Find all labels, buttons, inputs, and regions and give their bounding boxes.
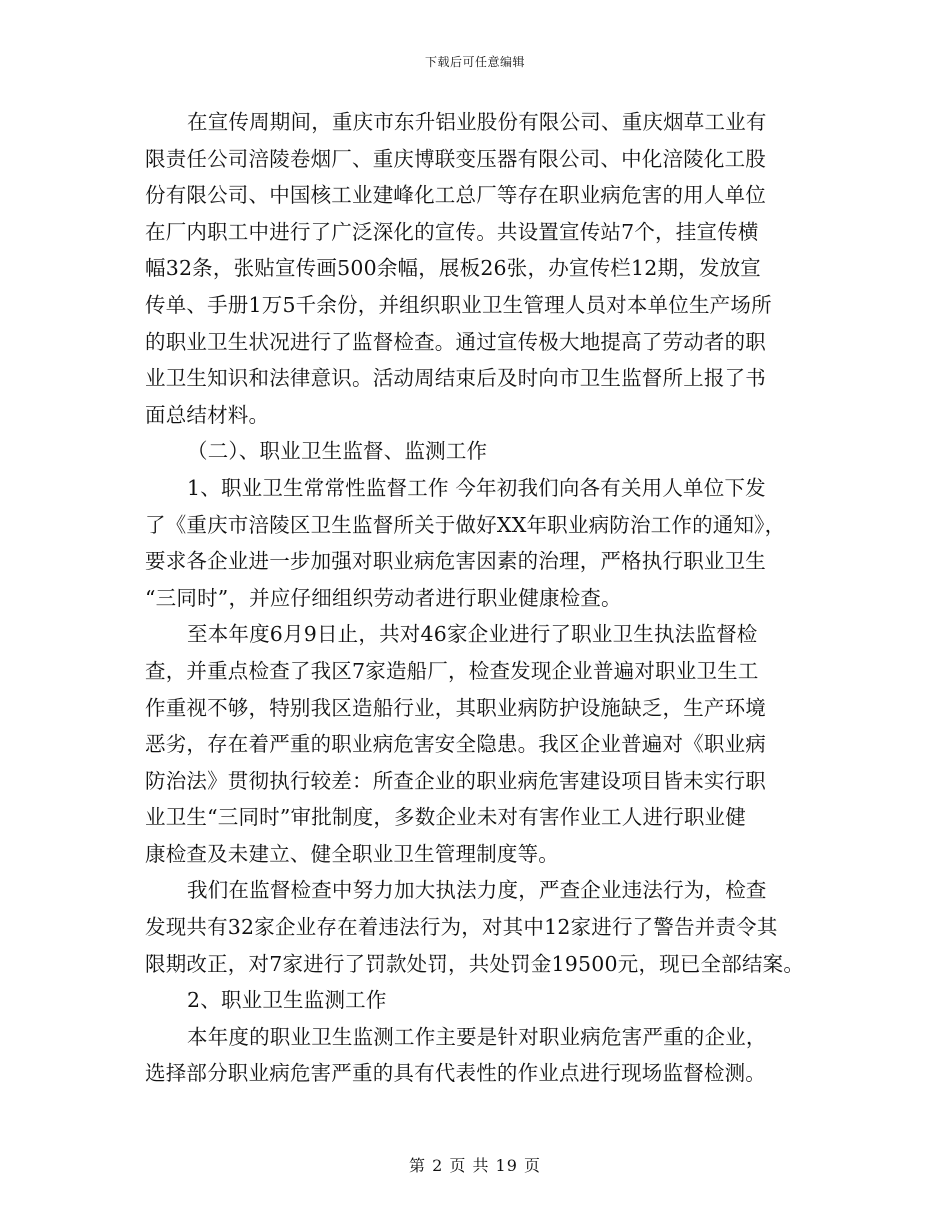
text-line: 份有限公司、中国核工业建峰化工总厂等存在职业病危害的用人单位 (145, 183, 766, 208)
text-line: 2、职业卫生监测工作 (187, 988, 387, 1013)
page-footer: 第 2 页 共 19 页 (409, 1156, 541, 1175)
text-line: 作重视不够，特别我区造船行业，其职业病防护设施缺乏，生产环境 (145, 695, 766, 720)
text-line: （二）、职业卫生监督、监测工作 (187, 439, 488, 464)
text-line: 了《重庆市涪陵区卫生监督所关于做好XX年职业病防治工作的通知》， (145, 512, 786, 537)
text-line: 幅32条，张贴宣传画500余幅，展板26张，办宣传栏12期，发放宣 (145, 256, 761, 281)
text-line: 在宣传周期间，重庆市东升铝业股份有限公司、重庆烟草工业有 (187, 110, 767, 134)
text-line: 防治法》贯彻执行较差：所查企业的职业病危害建设项目皆未实行职 (145, 768, 766, 793)
text-line: 在厂内职工中进行了广泛深化的宣传。共设置宣传站7个，挂宣传横 (145, 219, 759, 244)
text-line: 至本年度6月9日止，共对46家企业进行了职业卫生执法监督检 (187, 622, 758, 647)
text-line: 限责任公司涪陵卷烟厂、重庆博联变压器有限公司、中化涪陵化工股 (145, 146, 766, 171)
text-line: 的职业卫生状况进行了监督检查。通过宣传极大地提高了劳动者的职 (145, 329, 766, 354)
text-line: 限期改正，对7家进行了罚款处罚，共处罚金19500元，现已全部结案。 (145, 951, 805, 976)
text-line: 本年度的职业卫生监测工作主要是针对职业病危害严重的企业， (187, 1024, 767, 1049)
document-body (145, 104, 825, 1092)
text-line: 面总结材料。 (145, 402, 270, 427)
text-line: 发现共有32家企业存在着违法行为，对其中12家进行了警告并责令其 (145, 915, 778, 940)
text-line: 康检查及未建立、健全职业卫生管理制度等。 (145, 841, 559, 866)
text-line: 我们在监督检查中努力加大执法力度，严查企业违法行为，检查 (187, 878, 767, 903)
text-line: 要求各企业进一步加强对职业病危害因素的治理，严格执行职业卫生 (145, 549, 766, 574)
text-line: 查，并重点检查了我区7家造船厂，检查发现企业普遍对职业卫生工 (145, 658, 759, 683)
page-header: 下载后可任意编辑 (424, 55, 525, 69)
text-line: 选择部分职业病危害严重的具有代表性的作业点进行现场监督检测。 (145, 1061, 766, 1086)
text-line: 业卫生“三同时”审批制度，多数企业未对有害作业工人进行职业健 (145, 805, 746, 830)
text-line: 传单、手册1万5千余份，并组织职业卫生管理人员对本单位生产场所 (145, 292, 772, 317)
text-line: 1、职业卫生常常性监督工作 今年初我们向各有关用人单位下发 (187, 475, 766, 500)
text-line: 恶劣，存在着严重的职业病危害安全隐患。我区企业普遍对《职业病 (145, 732, 766, 757)
text-line: “三同时”，并应仔细组织劳动者进行职业健康检查。 (145, 585, 622, 610)
text-line: 业卫生知识和法律意识。活动周结束后及时向市卫生监督所上报了书 (145, 366, 766, 391)
